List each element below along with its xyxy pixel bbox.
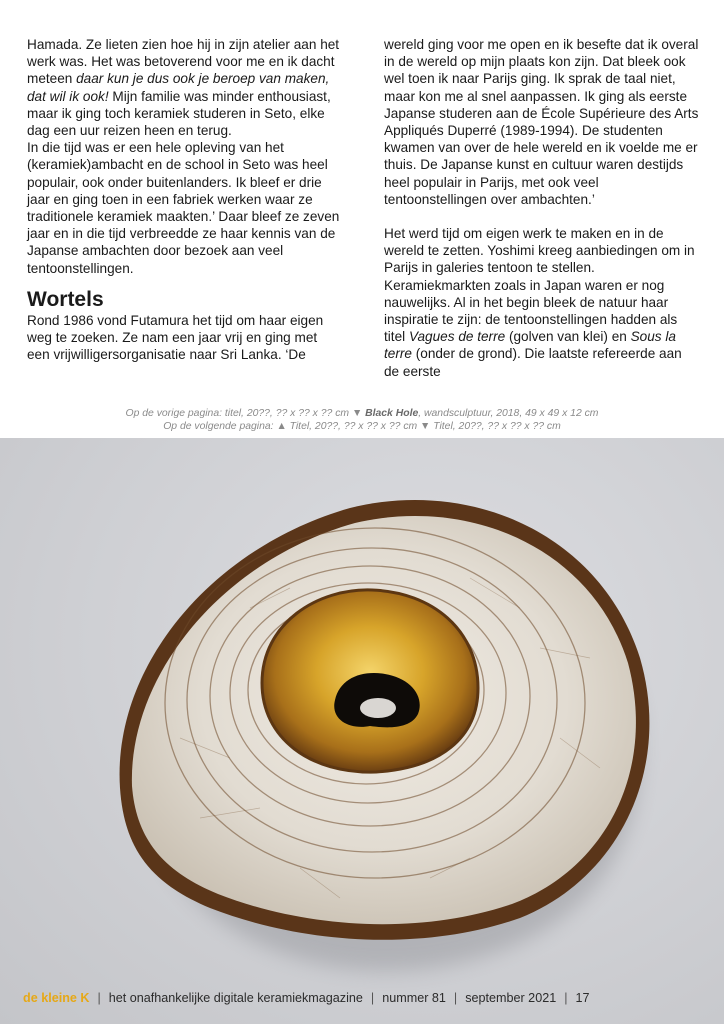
caption-line-1: [0, 407, 724, 420]
sculpture-image: [0, 438, 724, 1024]
paragraph: In die tijd was er een hele opleving van het (keramiek)ambacht en de school in Seto was heel populair, ook onder buitenlanders. Ik bleef er drie jaar en ging toen in een fabriek werken waar ze traditionele keramiek maakten.’ Daar bleef ze zeven jaar en in die tijd verbreedde ze haar kennis van de Japanse ambachten door bezoek aan veel tentoonstellingen.: [27, 140, 340, 276]
page-footer: [23, 991, 703, 1005]
sculpture-photo: [0, 438, 724, 1024]
caption-line-2: Op de volgende pagina: ▲ Titel, 20??, ?? x ?? x ?? cm ▼ Titel, 20??, ?? x ?? x ?? cm: [163, 421, 561, 432]
separator: |: [97, 991, 101, 1005]
magazine-tagline: het onafhankelijke digitale keramiekmagazine: [108, 991, 363, 1005]
italic-title: Sous la terre: [384, 329, 676, 362]
text: (onder de grond). Die laatste refereerde aan de eerste: [384, 346, 682, 379]
italic-title: Vagues de terre: [408, 329, 506, 345]
right-column: [384, 36, 699, 379]
paragraph: [384, 225, 699, 380]
paragraph-gap: [384, 208, 699, 225]
paragraph: Rond 1986 vond Futamura het tijd om haar eigen weg te zoeken. Ze nam een jaar vrij en ging met een vrijwilligersorganisatie naar Sri Lanka. ‘De: [27, 312, 324, 363]
italic-quote: daar kun je dus ook je beroep van maken, dat wil ik ook!: [27, 71, 330, 104]
left-column: [27, 36, 342, 366]
issue-date: september 2021: [465, 991, 557, 1005]
paragraph: [27, 36, 342, 139]
text: Hamada. Ze lieten zien hoe hij in zijn atelier aan het werk was. Het was betoverend voor me en ik dacht meteen: [27, 37, 340, 87]
caption-text: Op de vorige pagina: titel, 20??, ?? x ?? x ?? cm ▼: [125, 408, 366, 419]
separator: |: [564, 991, 568, 1005]
photo-captions: [0, 407, 724, 433]
text: Het werd tijd om eigen werk te maken en in de wereld te zetten. Yoshimi kreeg aanbiedingen om in Parijs in galeries tentoon te stellen. Keramiekmarkten zoals in Japan waren er nog nauwelijks. Al in het begin bleek de natuur haar inspiratie te zijn: de tentoonstellingen hadden als titel: [384, 226, 695, 345]
paragraph: wereld ging voor me open en ik besefte dat ik overal in de wereld op mijn plaats kon zijn. Dat bleek ook wel toen ik naar Parijs ging. Ik sprak de taal niet, maar kon me al snel aanpassen. Ik ging als eerste Japanse studeren aan de École Supérieure des Arts Appliqués Duperré (1989-1994). De studenten kwamen van over de hele wereld en ik voelde me er thuis. De Japanse kunst en cultuur waren destijds heel populair in Parijs, met ook veel tentoonstellingen over ambachten.’: [384, 37, 699, 207]
magazine-brand: de kleine K: [23, 991, 90, 1005]
issue-number: nummer 81: [382, 991, 446, 1005]
text: Mijn familie was minder enthousiast, maar ik ging toch keramiek studeren in Seto, elke dag een uur reizen heen en terug.: [27, 88, 331, 139]
caption-text: , wandsculptuur, 2018, 49 x 49 x 12 cm: [418, 408, 599, 419]
section-heading: Wortels: [27, 287, 104, 311]
caption-title: Black Hole: [365, 408, 419, 419]
hole-light: [360, 698, 396, 718]
separator: |: [453, 991, 458, 1005]
page-number: 17: [575, 991, 590, 1005]
text: (golven van klei) en: [505, 329, 631, 345]
separator: |: [370, 991, 375, 1005]
article-columns: [27, 36, 699, 379]
